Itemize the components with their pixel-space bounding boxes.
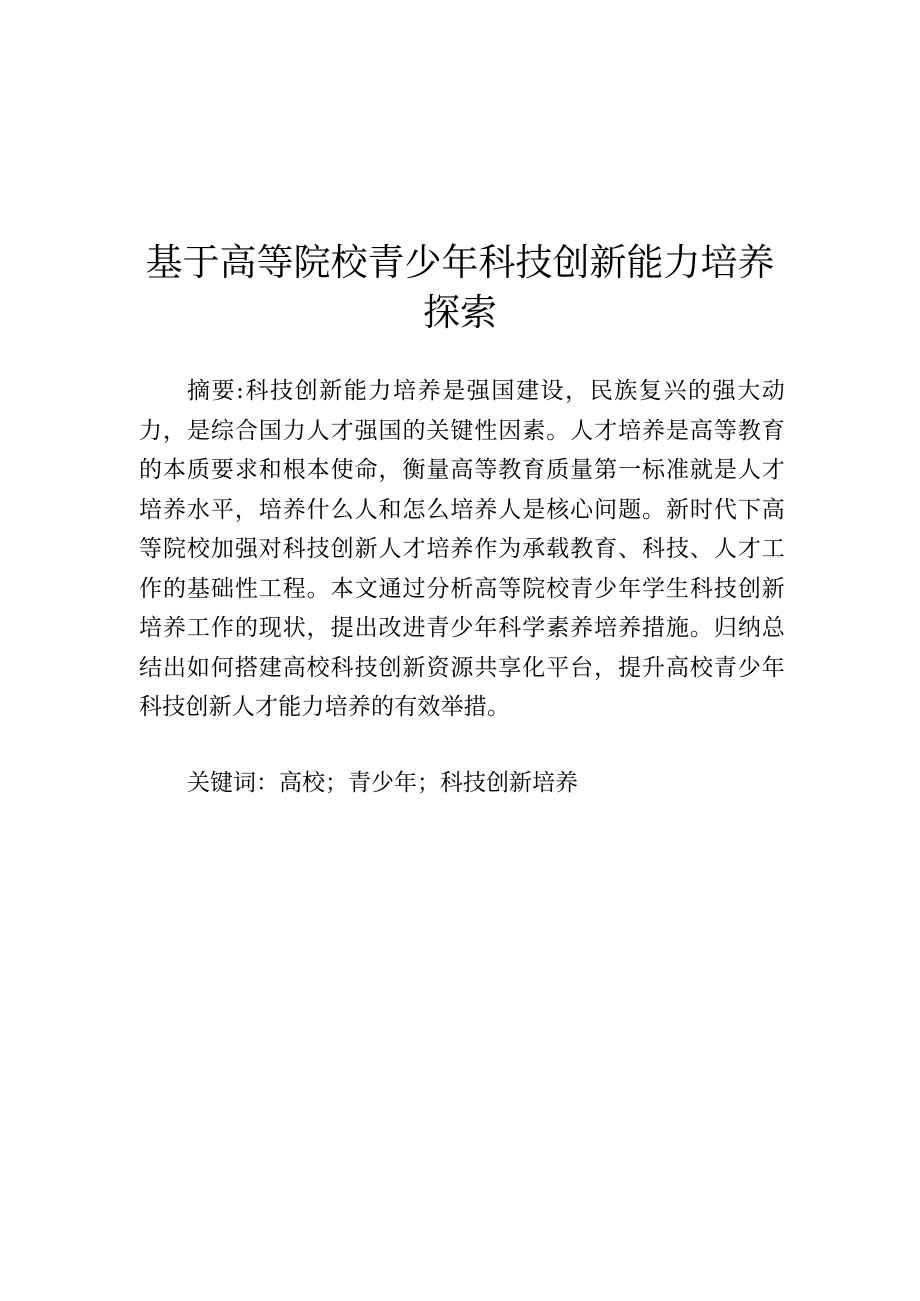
keywords-text: 高校；青少年；科技创新培养 <box>279 770 578 796</box>
abstract-text: 科技创新能力培养是强国建设，民族复兴的强大动力，是综合国力人才强国的关键性因素。人才培养是高等教育的本质要求和根本使命，衡量高等教育质量第一标准就是人才培养水平，培养什么人和怎么培养人是核心问题。新时代下高等院校加强对科技创新人才培养作为承载教育、科技、人才工作的基础性工程。本文通过分析高等院校青少年学生科技创新培养工作的现状，提出改进青少年科学素养培养措施。归纳总结出如何搭建高校科技创新资源共享化平台，提升高校青少年科技创新人才能力培养的有效举措。 <box>139 378 785 720</box>
abstract-paragraph <box>139 372 785 728</box>
title-line-2: 探索 <box>423 291 497 334</box>
keywords-line <box>187 764 787 803</box>
abstract-label: 摘要: <box>187 378 245 404</box>
document-title <box>120 238 800 338</box>
title-line-1: 基于高等院校青少年科技创新能力培养 <box>145 241 775 284</box>
keywords-label: 关键词： <box>187 770 279 796</box>
